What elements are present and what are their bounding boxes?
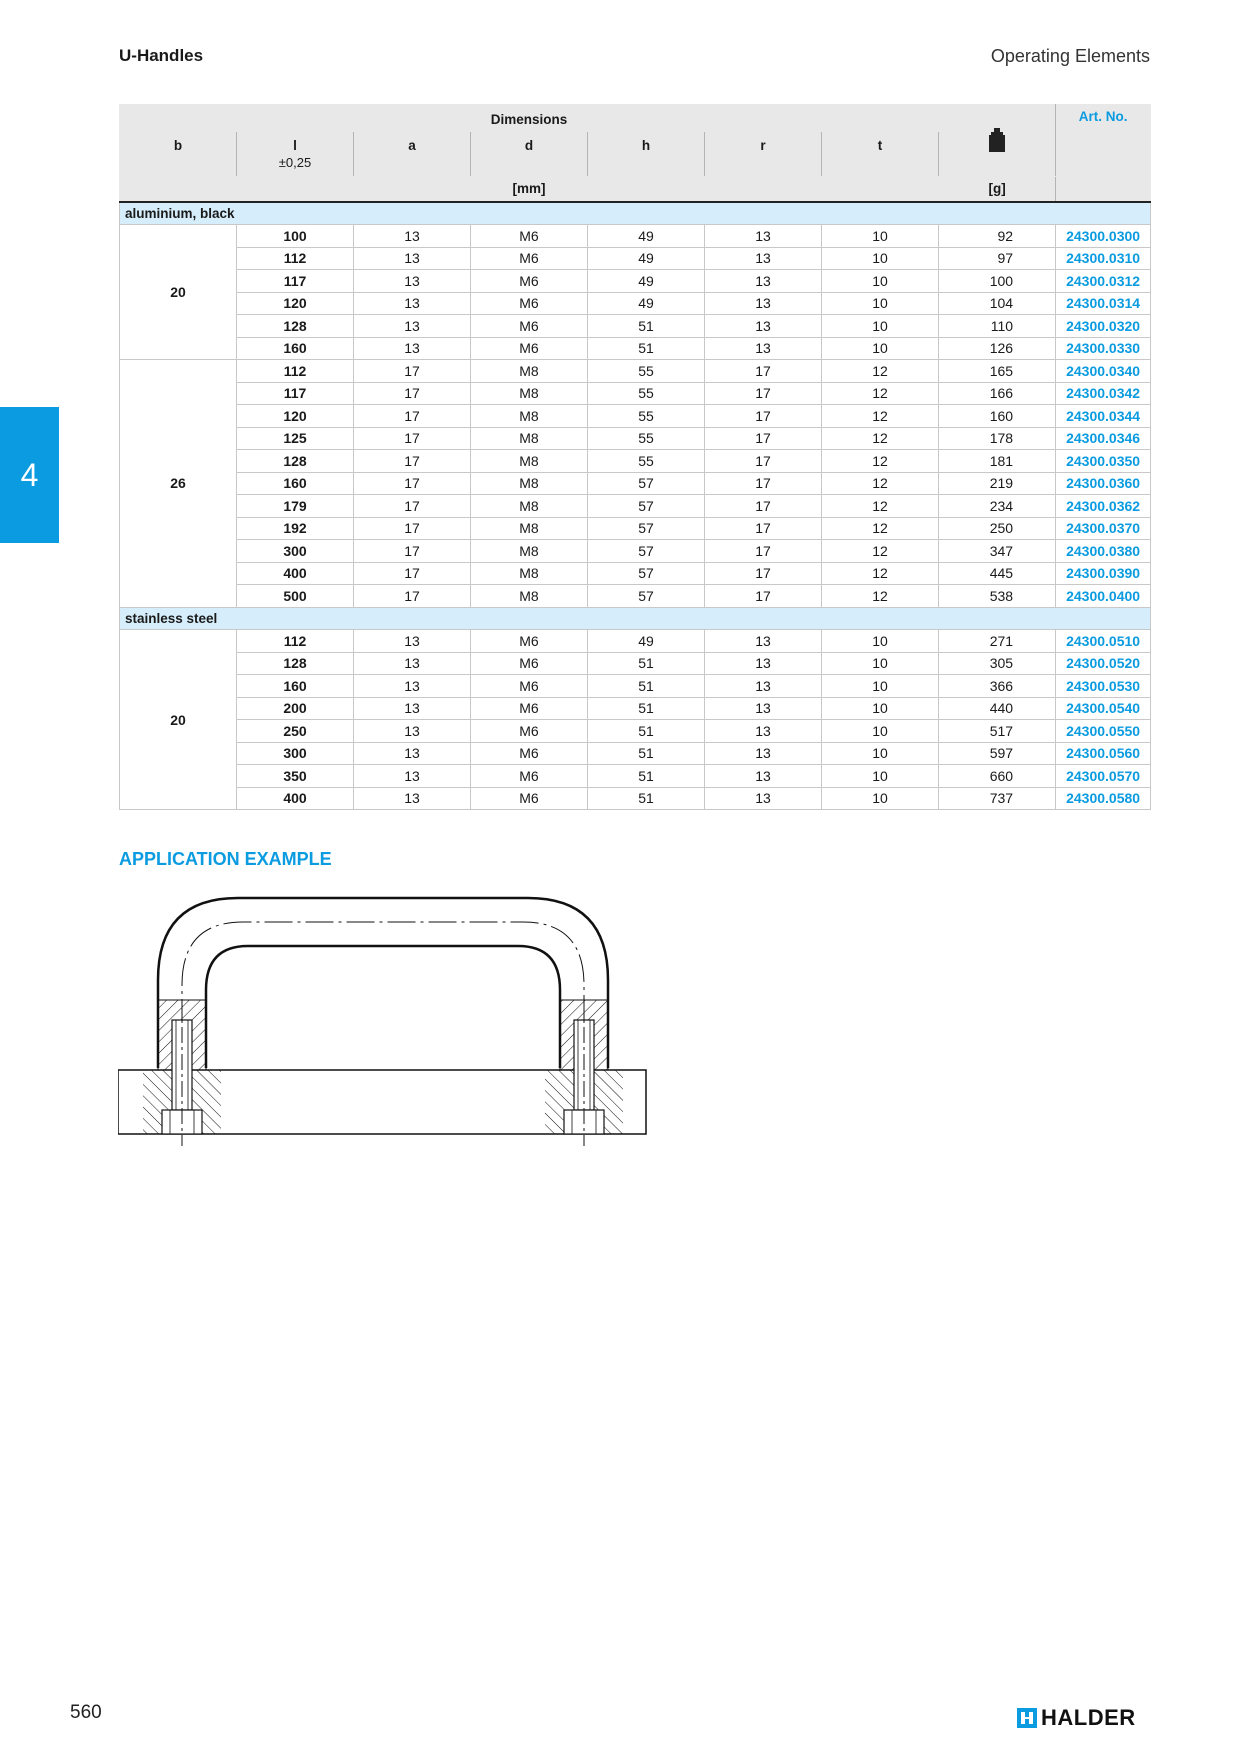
cell-h: 49 <box>588 630 705 653</box>
cell-l: 300 <box>237 742 354 765</box>
cell-t: 12 <box>822 495 939 518</box>
table-body <box>120 202 1151 810</box>
table-row <box>120 360 1151 383</box>
cell-l: 128 <box>237 652 354 675</box>
cell-t: 10 <box>822 765 939 788</box>
cell-l: 112 <box>237 630 354 653</box>
cell-h: 57 <box>588 517 705 540</box>
table-row <box>120 765 1151 788</box>
cell-d: M6 <box>471 787 588 810</box>
cell-l: 112 <box>237 360 354 383</box>
cell-weight: 234 <box>939 495 1056 518</box>
cell-d: M6 <box>471 270 588 293</box>
cell-l: 250 <box>237 720 354 743</box>
cell-weight: 445 <box>939 562 1056 585</box>
cell-weight: 737 <box>939 787 1056 810</box>
group-row <box>120 202 1151 225</box>
cell-l: 350 <box>237 765 354 788</box>
table-row <box>120 562 1151 585</box>
cell-r: 17 <box>705 382 822 405</box>
cell-art-no[interactable]: 24300.0580 <box>1056 787 1151 810</box>
cell-a: 17 <box>354 450 471 473</box>
cell-r: 17 <box>705 517 822 540</box>
cell-h: 55 <box>588 360 705 383</box>
cell-r: 13 <box>705 652 822 675</box>
spec-table <box>119 104 1151 810</box>
cell-a: 17 <box>354 360 471 383</box>
cell-t: 10 <box>822 225 939 248</box>
cell-a: 13 <box>354 337 471 360</box>
cell-r: 17 <box>705 450 822 473</box>
cell-l: 400 <box>237 562 354 585</box>
brand-name: HALDER <box>1041 1705 1136 1730</box>
cell-d: M6 <box>471 247 588 270</box>
cell-d: M8 <box>471 517 588 540</box>
cell-a: 13 <box>354 270 471 293</box>
cell-weight: 181 <box>939 450 1056 473</box>
cell-r: 17 <box>705 585 822 608</box>
cell-art-no[interactable]: 24300.0380 <box>1056 540 1151 563</box>
table-row <box>120 540 1151 563</box>
cell-l: 100 <box>237 225 354 248</box>
cell-h: 55 <box>588 450 705 473</box>
cell-a: 13 <box>354 742 471 765</box>
cell-t: 10 <box>822 675 939 698</box>
chapter-tab[interactable] <box>0 407 59 543</box>
cell-h: 57 <box>588 495 705 518</box>
cell-d: M6 <box>471 315 588 338</box>
cell-l: 125 <box>237 427 354 450</box>
cell-weight: 178 <box>939 427 1056 450</box>
cell-weight: 166 <box>939 382 1056 405</box>
cell-t: 12 <box>822 562 939 585</box>
cell-h: 57 <box>588 540 705 563</box>
table-row <box>120 630 1151 653</box>
cell-t: 12 <box>822 517 939 540</box>
cell-h: 51 <box>588 742 705 765</box>
group-label: stainless steel <box>120 607 1151 630</box>
cell-d: M8 <box>471 495 588 518</box>
cell-art-no[interactable]: 24300.0310 <box>1056 247 1151 270</box>
cell-t: 12 <box>822 450 939 473</box>
cell-h: 51 <box>588 337 705 360</box>
cell-t: 12 <box>822 585 939 608</box>
cell-r: 13 <box>705 765 822 788</box>
cell-art-no[interactable]: 24300.0344 <box>1056 405 1151 428</box>
cell-r: 13 <box>705 337 822 360</box>
cell-t: 10 <box>822 630 939 653</box>
table-row <box>120 292 1151 315</box>
cell-t: 10 <box>822 742 939 765</box>
cell-d: M6 <box>471 337 588 360</box>
col-l-header <box>237 131 354 176</box>
cell-r: 17 <box>705 472 822 495</box>
section-title: Operating Elements <box>990 46 1150 66</box>
cell-l: 128 <box>237 450 354 473</box>
cell-l: 200 <box>237 697 354 720</box>
cell-r: 13 <box>705 787 822 810</box>
cell-d: M8 <box>471 405 588 428</box>
cell-r: 13 <box>705 697 822 720</box>
table-row <box>120 517 1151 540</box>
col-h-header: h <box>588 131 705 176</box>
cell-l: 120 <box>237 405 354 428</box>
cell-h: 55 <box>588 427 705 450</box>
cell-art-no[interactable]: 24300.0540 <box>1056 697 1151 720</box>
table-row <box>120 675 1151 698</box>
cell-t: 12 <box>822 382 939 405</box>
cell-art-no[interactable]: 24300.0520 <box>1056 652 1151 675</box>
cell-b: 26 <box>120 360 237 608</box>
cell-weight: 271 <box>939 630 1056 653</box>
cell-h: 51 <box>588 315 705 338</box>
cell-weight: 219 <box>939 472 1056 495</box>
cell-t: 10 <box>822 720 939 743</box>
col-b-header: b <box>120 131 237 176</box>
cell-art-no[interactable]: 24300.0510 <box>1056 630 1151 653</box>
cell-weight: 126 <box>939 337 1056 360</box>
halder-logo <box>1017 1705 1136 1731</box>
cell-r: 13 <box>705 292 822 315</box>
cell-a: 13 <box>354 247 471 270</box>
cell-art-no[interactable]: 24300.0360 <box>1056 472 1151 495</box>
cell-d: M8 <box>471 585 588 608</box>
cell-d: M8 <box>471 540 588 563</box>
cell-a: 17 <box>354 472 471 495</box>
cell-t: 12 <box>822 360 939 383</box>
cell-a: 17 <box>354 585 471 608</box>
table-row <box>120 337 1151 360</box>
cell-h: 55 <box>588 382 705 405</box>
cell-a: 17 <box>354 495 471 518</box>
cell-h: 49 <box>588 270 705 293</box>
table-row <box>120 472 1151 495</box>
cell-a: 13 <box>354 697 471 720</box>
application-title: APPLICATION EXAMPLE <box>119 849 332 869</box>
cell-r: 13 <box>705 315 822 338</box>
table-row <box>120 315 1151 338</box>
cell-a: 13 <box>354 652 471 675</box>
cell-h: 51 <box>588 720 705 743</box>
cell-a: 17 <box>354 562 471 585</box>
cell-a: 17 <box>354 540 471 563</box>
cell-d: M6 <box>471 292 588 315</box>
weight-header <box>939 105 1056 177</box>
cell-h: 57 <box>588 585 705 608</box>
table-row <box>120 225 1151 248</box>
cell-weight: 110 <box>939 315 1056 338</box>
cell-r: 13 <box>705 225 822 248</box>
cell-b: 20 <box>120 225 237 360</box>
cell-t: 12 <box>822 472 939 495</box>
cell-l: 160 <box>237 337 354 360</box>
cell-d: M6 <box>471 697 588 720</box>
col-t-header: t <box>822 131 939 176</box>
cell-h: 49 <box>588 225 705 248</box>
cell-h: 51 <box>588 652 705 675</box>
page-title: U-Handles <box>119 46 204 65</box>
cell-weight: 160 <box>939 405 1056 428</box>
cell-a: 17 <box>354 517 471 540</box>
page-number: 560 <box>70 1702 102 1723</box>
table-row <box>120 270 1151 293</box>
cell-r: 17 <box>705 540 822 563</box>
cell-art-no[interactable]: 24300.0362 <box>1056 495 1151 518</box>
table-row <box>120 450 1151 473</box>
cell-l: 120 <box>237 292 354 315</box>
table-row <box>120 495 1151 518</box>
cell-t: 10 <box>822 292 939 315</box>
cell-t: 10 <box>822 270 939 293</box>
cell-d: M8 <box>471 360 588 383</box>
cell-art-no[interactable]: 24300.0350 <box>1056 450 1151 473</box>
cell-h: 49 <box>588 292 705 315</box>
table-row <box>120 697 1151 720</box>
table-row <box>120 720 1151 743</box>
cell-r: 17 <box>705 562 822 585</box>
cell-weight: 250 <box>939 517 1056 540</box>
cell-weight: 305 <box>939 652 1056 675</box>
cell-d: M6 <box>471 675 588 698</box>
unit-g: [g] <box>939 176 1056 202</box>
cell-t: 10 <box>822 787 939 810</box>
cell-h: 55 <box>588 405 705 428</box>
cell-d: M6 <box>471 652 588 675</box>
cell-d: M6 <box>471 720 588 743</box>
cell-h: 51 <box>588 765 705 788</box>
cell-l: 300 <box>237 540 354 563</box>
cell-d: M6 <box>471 765 588 788</box>
cell-r: 13 <box>705 675 822 698</box>
weight-icon <box>989 128 1005 152</box>
cell-l: 117 <box>237 382 354 405</box>
group-label: aluminium, black <box>120 202 1151 225</box>
cell-t: 10 <box>822 697 939 720</box>
cell-weight: 366 <box>939 675 1056 698</box>
cell-weight: 517 <box>939 720 1056 743</box>
cell-l: 160 <box>237 675 354 698</box>
cell-weight: 100 <box>939 270 1056 293</box>
cell-art-no[interactable]: 24300.0530 <box>1056 675 1151 698</box>
cell-art-no[interactable]: 24300.0400 <box>1056 585 1151 608</box>
cell-art-no[interactable]: 24300.0312 <box>1056 270 1151 293</box>
cell-a: 13 <box>354 630 471 653</box>
cell-d: M6 <box>471 742 588 765</box>
table-row <box>120 382 1151 405</box>
table-row <box>120 585 1151 608</box>
cell-d: M8 <box>471 562 588 585</box>
cell-a: 13 <box>354 765 471 788</box>
cell-a: 17 <box>354 382 471 405</box>
cell-r: 13 <box>705 630 822 653</box>
cell-weight: 92 <box>939 225 1056 248</box>
col-d-header: d <box>471 131 588 176</box>
art-no-header: Art. No. <box>1056 105 1151 177</box>
table-row <box>120 652 1151 675</box>
cell-t: 12 <box>822 405 939 428</box>
cell-t: 10 <box>822 247 939 270</box>
cell-weight: 97 <box>939 247 1056 270</box>
unit-blank <box>1056 176 1151 202</box>
dimensions-header: Dimensions <box>120 105 939 132</box>
table-row <box>120 427 1151 450</box>
cell-a: 17 <box>354 427 471 450</box>
cell-l: 400 <box>237 787 354 810</box>
cell-d: M6 <box>471 630 588 653</box>
cell-art-no[interactable]: 24300.0314 <box>1056 292 1151 315</box>
cell-art-no[interactable]: 24300.0320 <box>1056 315 1151 338</box>
cell-r: 17 <box>705 360 822 383</box>
cell-l: 112 <box>237 247 354 270</box>
cell-r: 13 <box>705 247 822 270</box>
halder-logo-icon <box>1017 1708 1037 1728</box>
cell-d: M8 <box>471 382 588 405</box>
cell-a: 13 <box>354 720 471 743</box>
cell-art-no[interactable]: 24300.0342 <box>1056 382 1151 405</box>
cell-h: 51 <box>588 697 705 720</box>
cell-d: M8 <box>471 450 588 473</box>
cell-h: 49 <box>588 247 705 270</box>
cell-art-no[interactable]: 24300.0570 <box>1056 765 1151 788</box>
cell-weight: 165 <box>939 360 1056 383</box>
cell-h: 51 <box>588 675 705 698</box>
col-r-header: r <box>705 131 822 176</box>
cell-l: 192 <box>237 517 354 540</box>
cell-r: 17 <box>705 495 822 518</box>
cell-art-no[interactable]: 24300.0300 <box>1056 225 1151 248</box>
table-row <box>120 405 1151 428</box>
cell-h: 51 <box>588 787 705 810</box>
cell-t: 10 <box>822 337 939 360</box>
cell-d: M8 <box>471 472 588 495</box>
group-row <box>120 607 1151 630</box>
cell-a: 13 <box>354 675 471 698</box>
cell-t: 10 <box>822 652 939 675</box>
cell-h: 57 <box>588 472 705 495</box>
cell-t: 10 <box>822 315 939 338</box>
cell-r: 13 <box>705 270 822 293</box>
cell-b: 20 <box>120 630 237 810</box>
table-row <box>120 247 1151 270</box>
cell-art-no[interactable]: 24300.0390 <box>1056 562 1151 585</box>
cell-d: M6 <box>471 225 588 248</box>
col-a-header: a <box>354 131 471 176</box>
cell-art-no[interactable]: 24300.0550 <box>1056 720 1151 743</box>
cell-art-no[interactable]: 24300.0330 <box>1056 337 1151 360</box>
chapter-number: 4 <box>20 456 39 493</box>
cell-l: 117 <box>237 270 354 293</box>
cell-a: 17 <box>354 405 471 428</box>
cell-art-no[interactable]: 24300.0560 <box>1056 742 1151 765</box>
cell-weight: 597 <box>939 742 1056 765</box>
cell-a: 13 <box>354 787 471 810</box>
table-row <box>120 787 1151 810</box>
cell-weight: 104 <box>939 292 1056 315</box>
cell-a: 13 <box>354 225 471 248</box>
table-row <box>120 742 1151 765</box>
cell-weight: 538 <box>939 585 1056 608</box>
col-l-label: l <box>293 137 297 153</box>
cell-art-no[interactable]: 24300.0346 <box>1056 427 1151 450</box>
cell-a: 13 <box>354 292 471 315</box>
cell-t: 12 <box>822 540 939 563</box>
cell-r: 13 <box>705 742 822 765</box>
cell-t: 12 <box>822 427 939 450</box>
cell-l: 500 <box>237 585 354 608</box>
cell-weight: 347 <box>939 540 1056 563</box>
cell-a: 13 <box>354 315 471 338</box>
cell-weight: 660 <box>939 765 1056 788</box>
cell-r: 13 <box>705 720 822 743</box>
cell-l: 179 <box>237 495 354 518</box>
cell-art-no[interactable]: 24300.0340 <box>1056 360 1151 383</box>
cell-art-no[interactable]: 24300.0370 <box>1056 517 1151 540</box>
cell-d: M8 <box>471 427 588 450</box>
cell-r: 17 <box>705 405 822 428</box>
cell-h: 57 <box>588 562 705 585</box>
cell-l: 128 <box>237 315 354 338</box>
cell-r: 17 <box>705 427 822 450</box>
unit-mm: [mm] <box>120 176 939 202</box>
cell-l: 160 <box>237 472 354 495</box>
l-tolerance: ±0,25 <box>278 154 312 170</box>
cell-weight: 440 <box>939 697 1056 720</box>
u-handle-drawing <box>118 890 648 1152</box>
